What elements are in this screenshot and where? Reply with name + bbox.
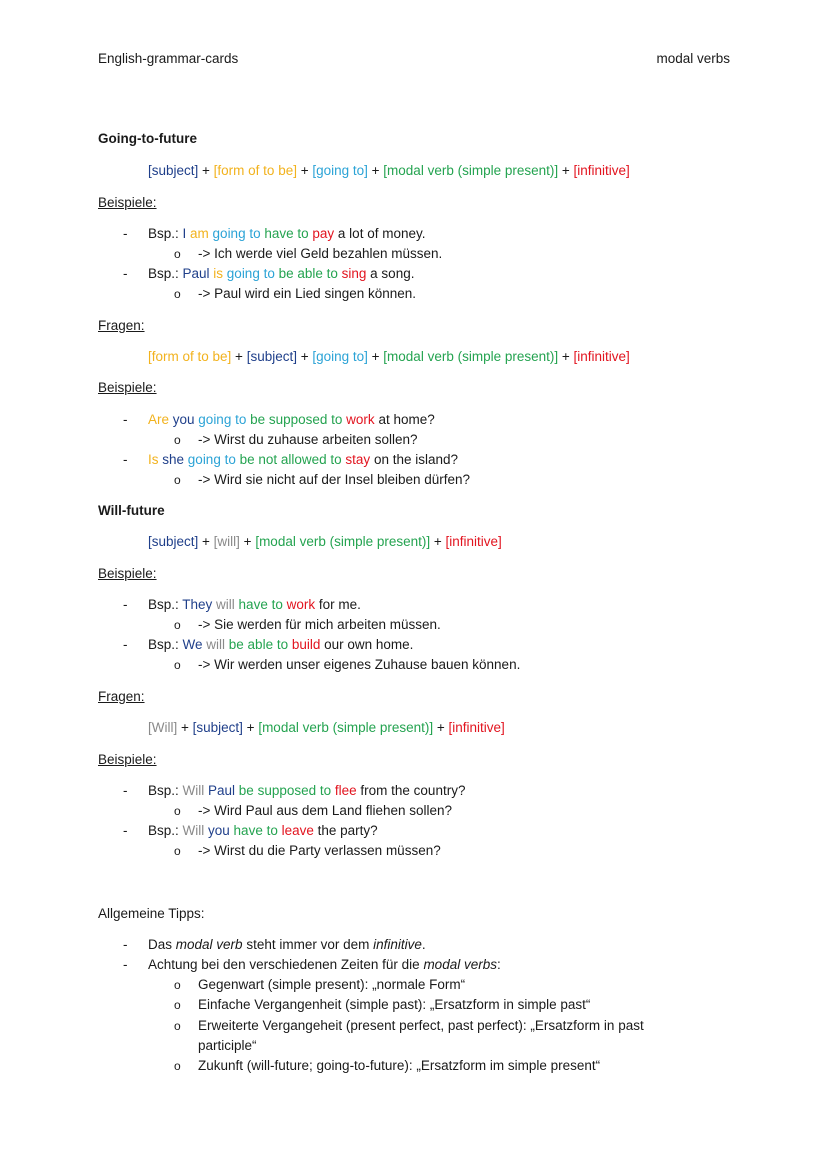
plus-sign: + xyxy=(296,163,313,178)
example-will: will xyxy=(206,637,229,652)
formula-modal: [modal verb (simple present)] xyxy=(383,163,559,178)
question-sentence xyxy=(148,452,458,468)
tip-text: . xyxy=(421,937,426,952)
plus-sign: + xyxy=(367,163,384,178)
example-infinitive: flee xyxy=(334,783,357,798)
formula-subject: [subject] xyxy=(148,534,199,549)
formula-going: [going to] xyxy=(312,349,368,364)
plus-sign: + xyxy=(433,720,449,735)
question-sentence xyxy=(148,783,465,799)
plus-sign: + xyxy=(558,163,574,178)
example-prefix: Bsp.: xyxy=(148,226,183,241)
tip-subitem-continued: participle“ xyxy=(198,1038,257,1053)
example-infinitive: sing xyxy=(341,266,367,281)
tip-subitem: Gegenwart (simple present): „normale Form“ xyxy=(198,977,466,992)
example-modal: have to xyxy=(264,226,313,241)
questions-label: Fragen: xyxy=(98,689,145,704)
tip-text: Das xyxy=(148,937,176,952)
formula-infinitive: [infinitive] xyxy=(573,163,630,178)
header-topic: modal verbs xyxy=(656,51,730,66)
example-sentence xyxy=(148,597,361,613)
tip-subitem: Einfache Vergangenheit (simple past): „Ersatzform in simple past“ xyxy=(198,997,591,1012)
formula-going-to xyxy=(148,163,630,179)
formula-subject: [subject] xyxy=(192,720,243,735)
example-subject: We xyxy=(182,637,207,652)
formula-subject: [subject] xyxy=(148,163,199,178)
example-modal: be supposed to xyxy=(238,783,335,798)
example-infinitive: pay xyxy=(312,226,335,241)
example-will: Will xyxy=(182,783,209,798)
formula-be: [form of to be] xyxy=(148,349,232,364)
section-title-going-to: Going-to-future xyxy=(98,131,197,146)
examples-label: Beispiele: xyxy=(98,195,157,210)
example-will: Will xyxy=(182,823,209,838)
circle-bullet: o xyxy=(174,658,181,672)
tip-subitem: Zukunft (will-future; going-to-future): „Ersatzform im simple present“ xyxy=(198,1058,601,1073)
examples-label: Beispiele: xyxy=(98,380,157,395)
example-be: Is xyxy=(148,452,163,467)
formula-going: [going to] xyxy=(312,163,368,178)
circle-bullet: o xyxy=(174,1019,181,1033)
circle-bullet: o xyxy=(174,287,181,301)
header-title: English-grammar-cards xyxy=(98,51,239,66)
dash-bullet: - xyxy=(123,597,128,612)
example-translation: -> Sie werden für mich arbeiten müssen. xyxy=(198,617,441,632)
example-translation: -> Ich werde viel Geld bezahlen müssen. xyxy=(198,246,443,261)
formula-going-to-question xyxy=(148,349,630,365)
plus-sign: + xyxy=(198,163,214,178)
formula-will xyxy=(148,534,502,550)
example-prefix: Bsp.: xyxy=(148,637,183,652)
formula-will-question xyxy=(148,720,505,736)
tips-title: Allgemeine Tipps: xyxy=(98,906,205,921)
formula-infinitive: [infinitive] xyxy=(573,349,630,364)
formula-be: [form of to be] xyxy=(213,163,297,178)
circle-bullet: o xyxy=(174,998,181,1012)
formula-modal: [modal verb (simple present)] xyxy=(255,534,431,549)
dash-bullet: - xyxy=(123,957,128,972)
plus-sign: + xyxy=(198,534,214,549)
example-prefix: Bsp.: xyxy=(148,597,183,612)
formula-modal: [modal verb (simple present)] xyxy=(258,720,434,735)
example-translation: -> Paul wird ein Lied singen können. xyxy=(198,286,417,301)
tip-item xyxy=(148,937,426,953)
example-modal: be not allowed to xyxy=(239,452,346,467)
circle-bullet: o xyxy=(174,978,181,992)
example-translation: -> Wird Paul aus dem Land fliehen sollen? xyxy=(198,803,453,818)
example-be: is xyxy=(213,266,227,281)
example-be: Are xyxy=(148,412,173,427)
formula-subject: [subject] xyxy=(246,349,297,364)
example-infinitive: build xyxy=(291,637,321,652)
plus-sign: + xyxy=(430,534,446,549)
dash-bullet: - xyxy=(123,637,128,652)
plus-sign: + xyxy=(558,349,574,364)
example-modal: have to xyxy=(233,823,282,838)
dash-bullet: - xyxy=(123,266,128,281)
example-subject: Paul xyxy=(182,266,214,281)
example-translation: -> Wirst du die Party verlassen müssen? xyxy=(198,843,441,858)
example-be: am xyxy=(190,226,213,241)
example-prefix: Bsp.: xyxy=(148,823,183,838)
example-subject: she xyxy=(162,452,188,467)
dash-bullet: - xyxy=(123,452,128,467)
example-modal: have to xyxy=(238,597,287,612)
example-rest: for me. xyxy=(315,597,361,612)
questions-label: Fragen: xyxy=(98,318,145,333)
example-rest: the party? xyxy=(313,823,378,838)
formula-modal: [modal verb (simple present)] xyxy=(383,349,559,364)
example-rest: on the island? xyxy=(370,452,459,467)
example-subject: Paul xyxy=(208,783,239,798)
example-sentence xyxy=(148,226,425,242)
tip-text: steht immer vor dem xyxy=(242,937,374,952)
plus-sign: + xyxy=(177,720,193,735)
example-translation: -> Wird sie nicht auf der Insel bleiben dürfen? xyxy=(198,472,471,487)
dash-bullet: - xyxy=(123,783,128,798)
dash-bullet: - xyxy=(123,937,128,952)
circle-bullet: o xyxy=(174,247,181,261)
section-title-will: Will-future xyxy=(98,503,165,518)
circle-bullet: o xyxy=(174,433,181,447)
tip-term: modal verbs xyxy=(423,957,497,972)
example-rest: at home? xyxy=(374,412,435,427)
example-going: going to xyxy=(187,452,240,467)
example-infinitive: leave xyxy=(281,823,314,838)
dash-bullet: - xyxy=(123,412,128,427)
plus-sign: + xyxy=(296,349,313,364)
tip-subitem: Erweiterte Vergangeheit (present perfect, past perfect): „Ersatzform in past xyxy=(198,1018,644,1033)
plus-sign: + xyxy=(239,534,256,549)
example-going: going to xyxy=(198,412,251,427)
tip-item xyxy=(148,957,501,973)
formula-infinitive: [infinitive] xyxy=(445,534,502,549)
dash-bullet: - xyxy=(123,823,128,838)
formula-will-word: [Will] xyxy=(148,720,178,735)
example-rest: a song. xyxy=(366,266,415,281)
example-subject: I xyxy=(182,226,191,241)
examples-label: Beispiele: xyxy=(98,566,157,581)
example-translation: -> Wirst du zuhause arbeiten sollen? xyxy=(198,432,418,447)
circle-bullet: o xyxy=(174,473,181,487)
example-subject: you xyxy=(208,823,234,838)
example-going: going to xyxy=(212,226,265,241)
dash-bullet: - xyxy=(123,226,128,241)
example-modal: be able to xyxy=(228,637,292,652)
example-will: will xyxy=(216,597,239,612)
example-subject: They xyxy=(182,597,217,612)
example-rest: from the country? xyxy=(356,783,466,798)
example-modal: be supposed to xyxy=(250,412,347,427)
formula-infinitive: [infinitive] xyxy=(448,720,505,735)
example-translation: -> Wir werden unser eigenes Zuhause bauen können. xyxy=(198,657,521,672)
examples-label: Beispiele: xyxy=(98,752,157,767)
circle-bullet: o xyxy=(174,844,181,858)
tip-term: infinitive xyxy=(373,937,422,952)
tip-term: modal verb xyxy=(175,937,243,952)
circle-bullet: o xyxy=(174,804,181,818)
example-prefix: Bsp.: xyxy=(148,266,183,281)
circle-bullet: o xyxy=(174,1059,181,1073)
question-sentence xyxy=(148,823,378,839)
plus-sign: + xyxy=(242,720,259,735)
example-rest: our own home. xyxy=(320,637,414,652)
plus-sign: + xyxy=(367,349,384,364)
example-subject: you xyxy=(172,412,199,427)
plus-sign: + xyxy=(231,349,247,364)
example-going: going to xyxy=(226,266,279,281)
example-rest: a lot of money. xyxy=(334,226,426,241)
tip-text: Achtung bei den verschiedenen Zeiten für die xyxy=(148,957,424,972)
example-infinitive: work xyxy=(286,597,316,612)
example-infinitive: stay xyxy=(345,452,371,467)
tip-text: : xyxy=(496,957,501,972)
formula-will-word: [will] xyxy=(213,534,240,549)
example-prefix: Bsp.: xyxy=(148,783,183,798)
example-modal: be able to xyxy=(278,266,342,281)
circle-bullet: o xyxy=(174,618,181,632)
example-sentence xyxy=(148,266,414,282)
example-sentence xyxy=(148,637,413,653)
example-infinitive: work xyxy=(346,412,375,427)
question-sentence xyxy=(148,412,435,428)
